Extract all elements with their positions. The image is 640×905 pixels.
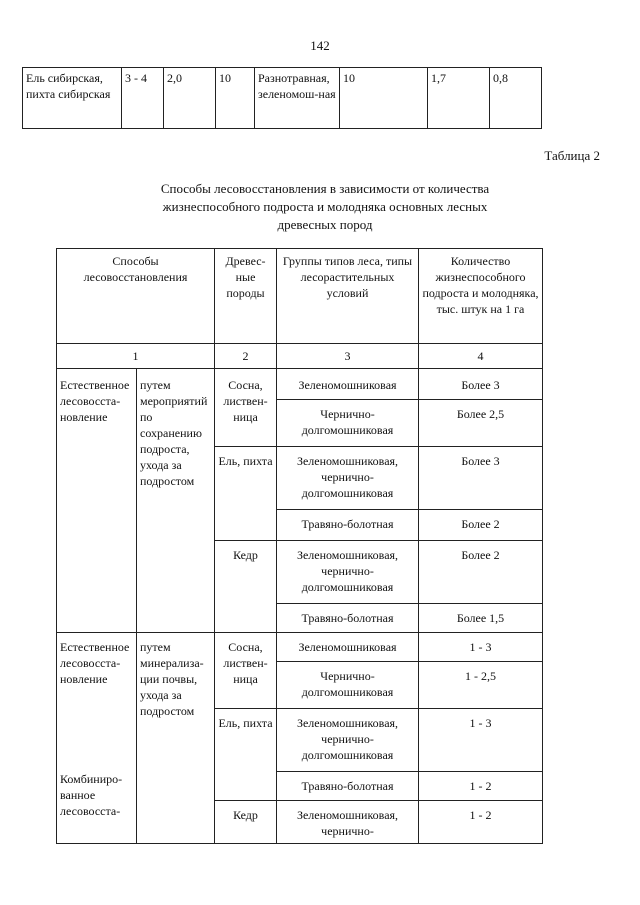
col-number: 4 [419,344,543,369]
table-cell: Разнотравная, зеленомош-ная [255,68,340,129]
forest-type-cell: Зеленомошниковая, чернично- [277,801,419,844]
species-cell: Ель, пихта [215,447,277,541]
species-cell: Сосна, листвен-ница [215,369,277,447]
reforestation-table [56,248,543,844]
header-forest-types: Группы типов леса, типы лесорастительных условий [277,249,419,344]
method-combined: Комбиниро-ванное лесовосста- [60,772,123,818]
approach-cell: путем минерализа-ции почвы, ухода за подростом [137,633,215,844]
approach-cell: путем мероприятий по сохранению подроста, ухода за подростом [137,369,215,633]
quantity-cell: 1 - 2,5 [419,662,543,709]
continued-table [22,67,542,129]
table-caption: Таблица 2 [544,148,600,163]
quantity-cell: Более 1,5 [419,604,543,633]
method-cell [57,633,137,844]
forest-type-cell: Зеленомошниковая, чернично-долгомошниковая [277,447,419,510]
forest-type-cell: Травяно-болотная [277,772,419,801]
header-quantity: Количество жизнеспособного подроста и молодняка, тыс. штук на 1 га [419,249,543,344]
table-cell: 2,0 [164,68,216,129]
col-number: 3 [277,344,419,369]
forest-type-cell: Зеленомошниковая [277,633,419,662]
species-cell: Сосна, листвен-ница [215,633,277,709]
species-cell: Ель, пихта [215,709,277,801]
forest-type-cell: Чернично-долгомошниковая [277,662,419,709]
table-title: Способы лесовосстановления в зависимости от количества жизнеспособного подроста и молодняка основных лесных древесных пород [160,181,490,232]
forest-type-cell: Зеленомошниковая, чернично-долгомошниковая [277,709,419,772]
table-row [23,68,542,129]
page-number: 142 [310,38,330,53]
col-number: 2 [215,344,277,369]
quantity-cell: Более 2,5 [419,400,543,447]
table-cell: 10 [340,68,428,129]
header-row [57,249,543,344]
forest-type-cell: Травяно-болотная [277,510,419,541]
forest-type-cell: Травяно-болотная [277,604,419,633]
quantity-cell: Более 3 [419,369,543,400]
table-row [57,369,543,400]
col-number: 1 [57,344,215,369]
quantity-cell: 1 - 2 [419,801,543,844]
quantity-cell: 1 - 2 [419,772,543,801]
quantity-cell: 1 - 3 [419,633,543,662]
table-cell: 1,7 [428,68,490,129]
forest-type-cell: Зеленомошниковая [277,369,419,400]
table-cell: 10 [216,68,255,129]
table-cell: Ель сибирская, пихта сибирская [23,68,122,129]
species-cell: Кедр [215,541,277,633]
header-methods: Способы лесовосстановления [57,249,215,344]
quantity-cell: Более 3 [419,447,543,510]
method-natural: Естественное лесовосста-новление [60,640,130,686]
quantity-cell: 1 - 3 [419,709,543,772]
forest-type-cell: Чернично-долгомошниковая [277,400,419,447]
table-cell: 0,8 [490,68,542,129]
quantity-cell: Более 2 [419,510,543,541]
table-row [57,633,543,662]
quantity-cell: Более 2 [419,541,543,604]
species-cell: Кедр [215,801,277,844]
column-number-row [57,344,543,369]
forest-type-cell: Зеленомошниковая, чернично-долгомошниковая [277,541,419,604]
method-cell: Естественное лесовосста-новление [57,369,137,633]
header-species: Древес-ные породы [215,249,277,344]
table-cell: 3 - 4 [122,68,164,129]
